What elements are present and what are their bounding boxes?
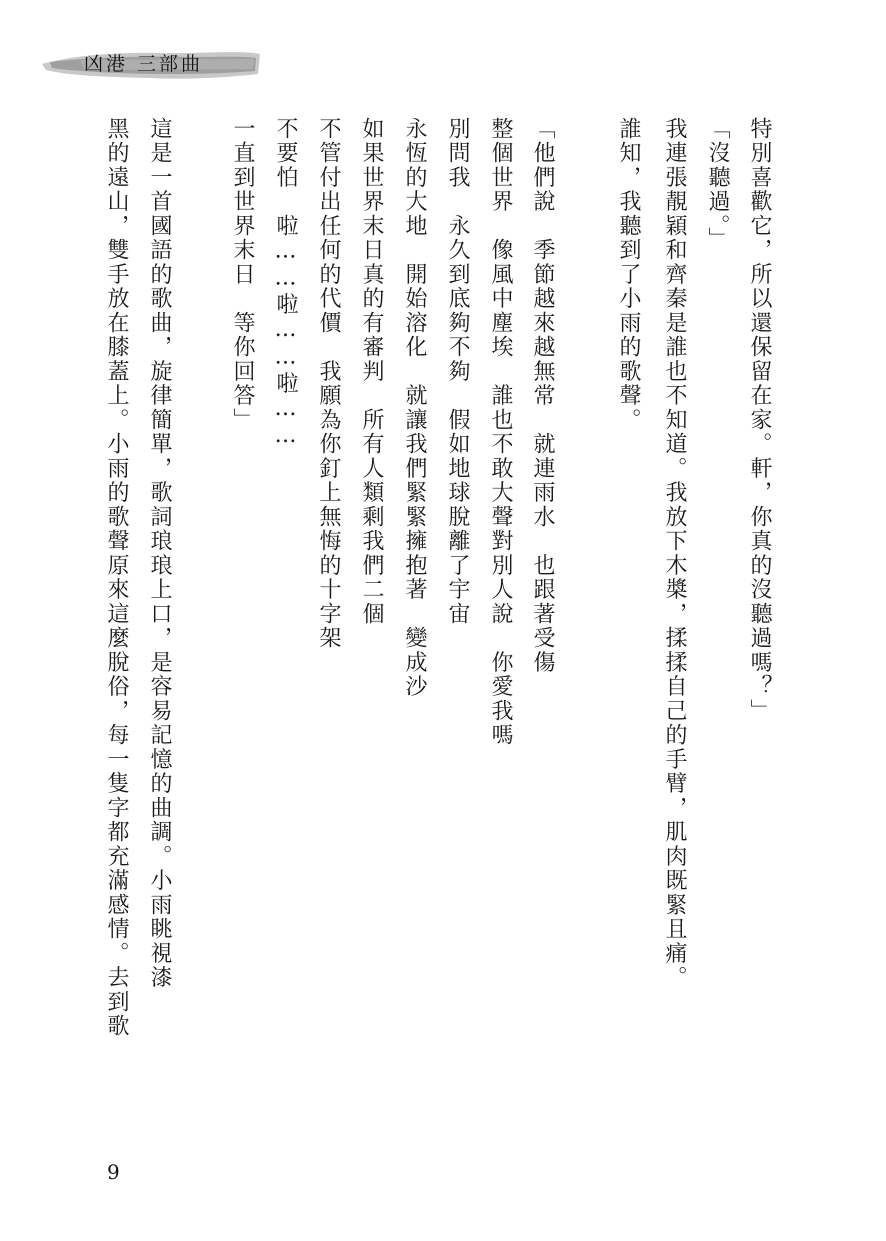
lyric-line: 不要怕 啦……啦……啦…… bbox=[273, 117, 298, 451]
lyric-line: 「他們說 季節越來越無常 就連雨水 也跟著受傷 bbox=[530, 117, 555, 675]
lyric-line: 如果世界末日真的有審判 所有人類剩我們二個 bbox=[359, 117, 384, 627]
text-column: 「沒聽過。」 bbox=[705, 117, 730, 252]
text-column: 黑的遠山，雙手放在膝蓋上。小雨的歌聲原來這麼脫俗，每一隻字都充滿感情。去到歌 bbox=[104, 117, 129, 1039]
lyric-line: 永恆的大地 開始溶化 就讓我們緊緊擁抱著 變成沙 bbox=[402, 117, 427, 699]
page-number: 9 bbox=[107, 1160, 120, 1184]
text-column: 特別喜歡它，所以還保留在家。軒，你真的沒聽過嗎？」 bbox=[747, 117, 772, 724]
lyric-line: 整個世界 像風中塵埃 誰也不敢大聲對別人說 你愛我嗎 bbox=[488, 117, 513, 748]
text-column: 誰知，我聽到了小雨的歌聲。 bbox=[616, 117, 641, 433]
lyric-line: 不管付出任何的代價 我願為你釘上無悔的十字架 bbox=[316, 117, 341, 651]
lyric-line: 別問我 永久到底夠不夠 假如地球脫離了宇宙 bbox=[445, 117, 470, 627]
text-column: 我連張靚穎和齊秦是誰也不知道。我放下木槳，揉揉自己的手臂，肌肉既緊且痛。 bbox=[662, 117, 687, 990]
text-column: 這是一首國語的歌曲，旋律簡單，歌詞琅琅上口，是容易記憶的曲調。小雨眺視漆 bbox=[147, 117, 172, 990]
book-title: 凶港 三部曲 bbox=[84, 53, 204, 75]
lyric-line: 一直到世界末日 等你回答」 bbox=[230, 117, 255, 433]
